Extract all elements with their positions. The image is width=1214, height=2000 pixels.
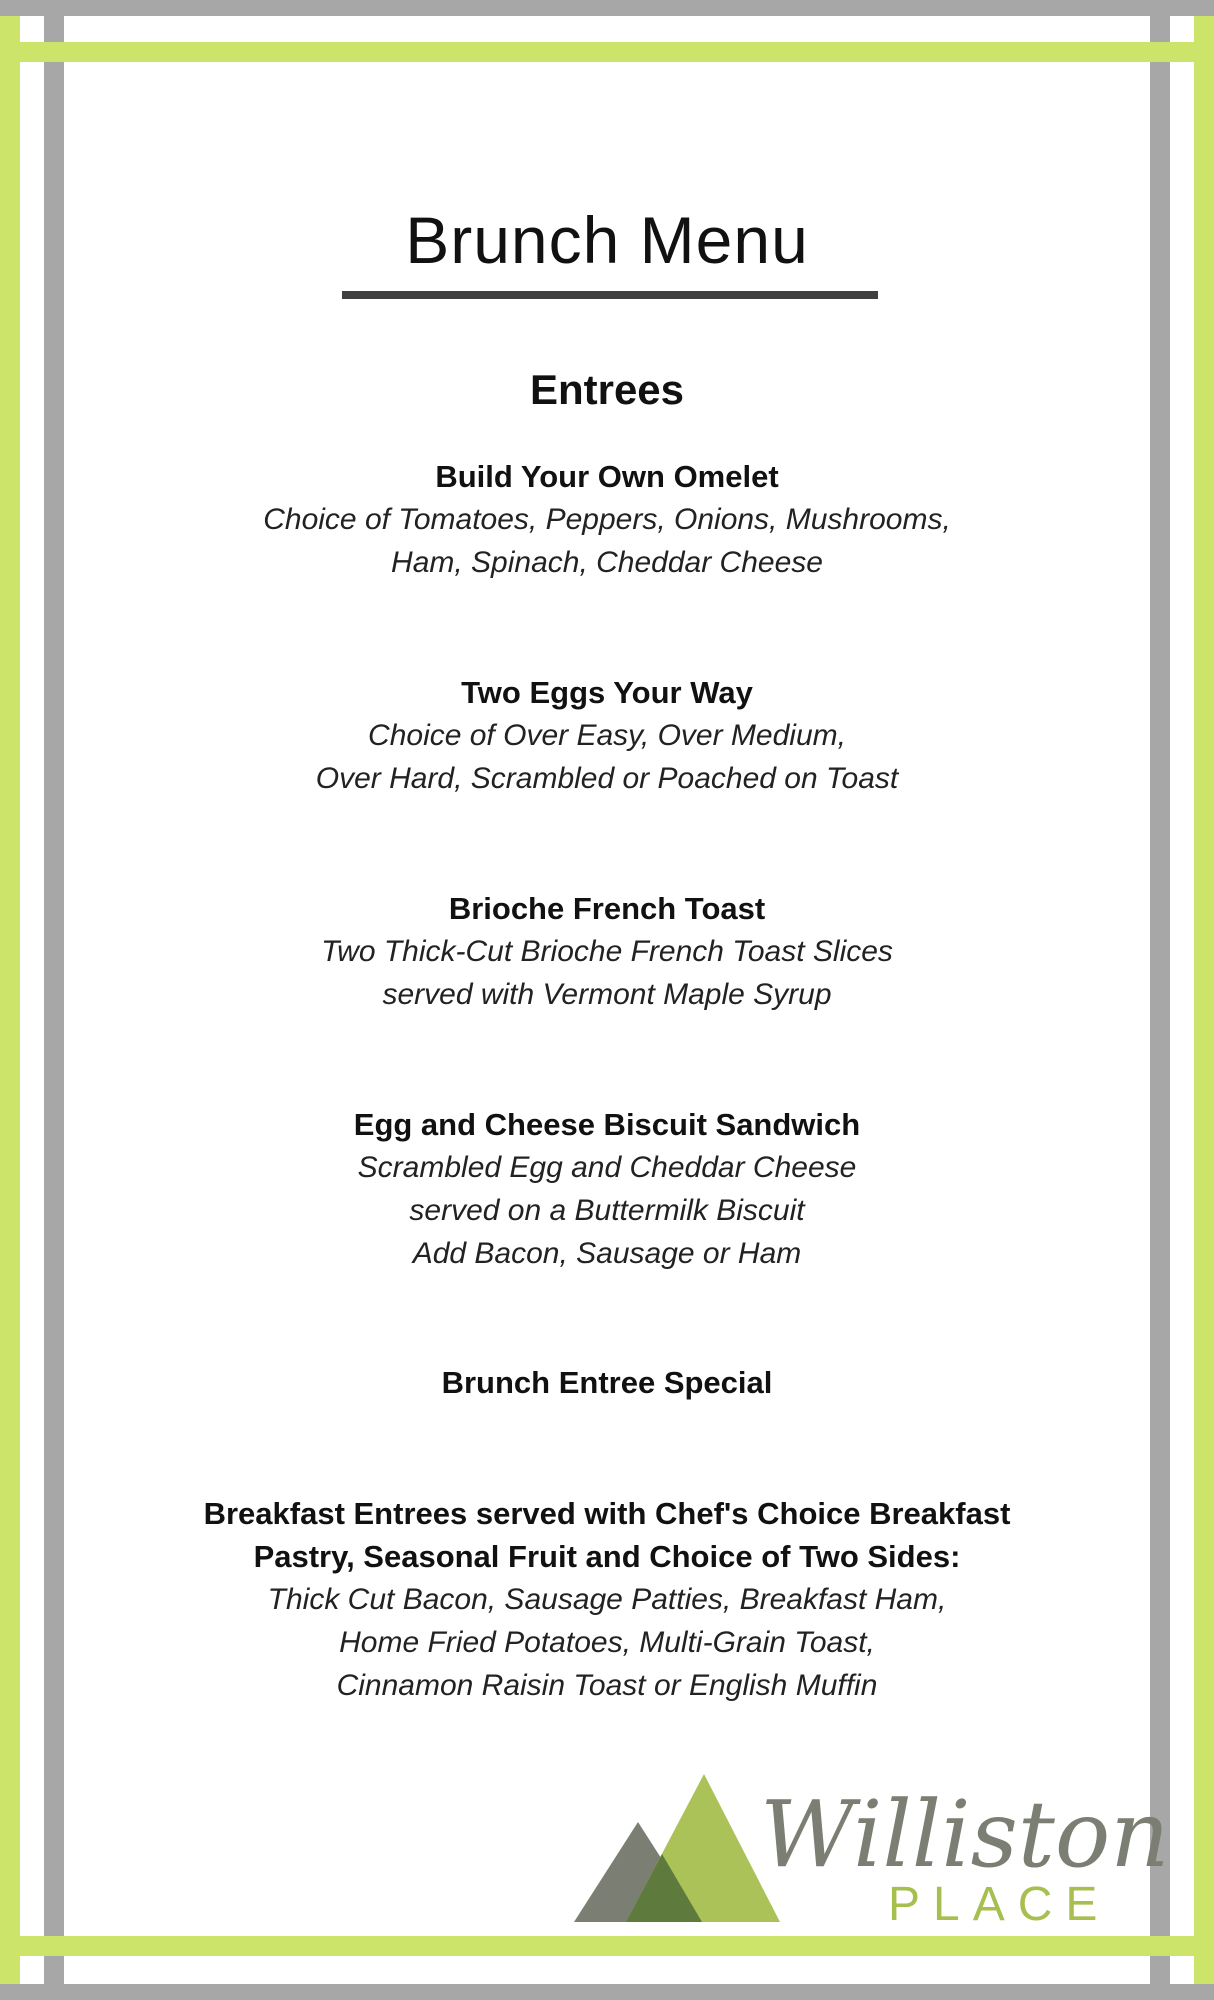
menu-item-omelet [0, 456, 1214, 584]
menu-item-description: Choice of Tomatoes, Peppers, Onions, Mushrooms, Ham, Spinach, Cheddar Cheese [263, 503, 951, 579]
menu-item-two-eggs [0, 672, 1214, 800]
frame-green-top [0, 42, 1214, 62]
menu-item-french-toast [0, 888, 1214, 1016]
logo-wordmark-williston: Williston [760, 1781, 1170, 1888]
section-heading-entrees: Entrees [529, 366, 685, 413]
menu-item-name: Brioche French Toast [448, 891, 766, 926]
menu-item-description: Two Thick-Cut Brioche French Toast Slices served with Vermont Maple Syrup [321, 935, 893, 1011]
menu-title: Brunch Menu [405, 203, 809, 277]
menu-footer-note [0, 1492, 1214, 1707]
menu-item-biscuit-sandwich [0, 1104, 1214, 1275]
title-underline [342, 291, 878, 299]
frame-outer-bottom [0, 1984, 1214, 2000]
menu-item-name: Egg and Cheese Biscuit Sandwich [353, 1107, 861, 1142]
footer-sides: Thick Cut Bacon, Sausage Patties, Breakfast Ham, Home Fried Potatoes, Multi-Grain Toast, Cinnamon Raisin Toast or English Muffin [267, 1583, 947, 1702]
menu-item-name: Brunch Entree Special [441, 1365, 773, 1400]
menu-item-name: Build Your Own Omelet [435, 459, 779, 494]
logo-wordmark-place: PLACE [888, 1878, 1111, 1931]
frame-green-bottom [0, 1936, 1214, 1956]
menu-item-entree-special [0, 1362, 1214, 1404]
menu-item-description: Scrambled Egg and Cheddar Cheese served on a Buttermilk Biscuit Add Bacon, Sausage or Ham [357, 1151, 857, 1270]
williston-place-logo [566, 1730, 1170, 1931]
frame-outer-top [0, 0, 1214, 16]
menu-item-name: Two Eggs Your Way [461, 675, 753, 710]
menu-item-description: Choice of Over Easy, Over Medium, Over Hard, Scrambled or Poached on Toast [315, 719, 899, 795]
footer-heading: Breakfast Entrees served with Chef's Choice Breakfast Pastry, Seasonal Fruit and Choice of Two Sides: [203, 1496, 1011, 1574]
